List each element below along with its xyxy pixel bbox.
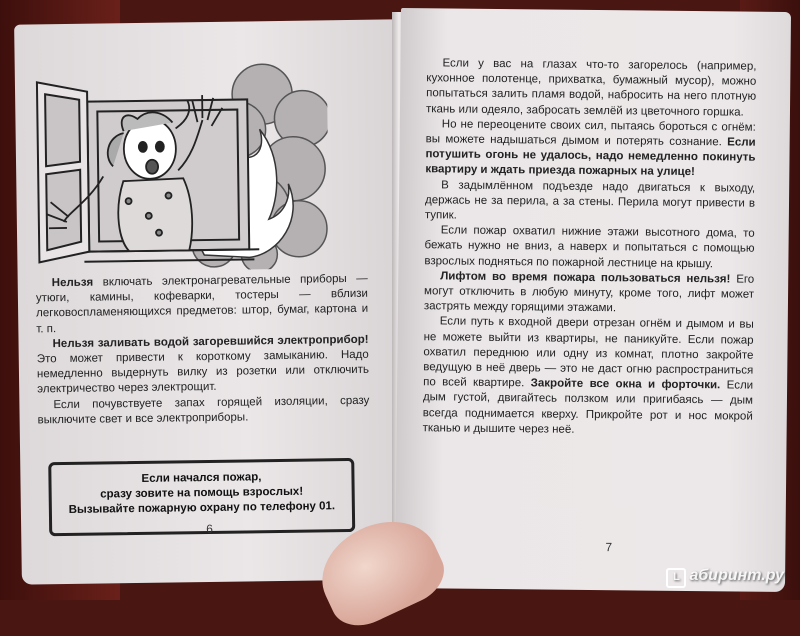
text-run: Если путь к входной двери отрезан огнём и дымом и вы не можете выйти из квартиры, не паникуйте. Если пожар охватил переднюю или одну из комнат, плотно закройте ведущую в неё дверь — это не даст огню распространиться по всей квартире.	[423, 315, 754, 390]
paragraph	[426, 56, 757, 120]
paragraph	[37, 393, 369, 428]
bold-text: Закройте все окна и форточки.	[530, 377, 721, 392]
notice-line-3: Вызывайте пожарную охрану по телефону 01.	[68, 500, 336, 516]
emergency-notice-box	[48, 458, 355, 536]
right-page-text	[423, 56, 757, 440]
text-run: Если дым густой, двигайтесь ползком или пригибаясь — дым всегда поднимается кверху. Прикройте рот и нос мокрой тканью и дышите через неё.	[422, 379, 754, 436]
page-number-left: 6	[206, 521, 213, 537]
paragraph	[424, 223, 754, 272]
bold-text: Лифтом во время пожара пользоваться нельзя!	[440, 270, 731, 286]
bold-text: Нельзя заливать водой загоревшийся электроприбор!	[52, 333, 369, 350]
open-window-sash	[37, 82, 90, 263]
text-run: Его могут отключить в любую минуту, кроме того, лифт может застрять между горящими этажами.	[423, 273, 755, 315]
notice-line-2: сразу зовите на помощь взрослых!	[100, 485, 304, 501]
text-run: включать электронагревательные приборы — утюги, камины, кофеварки, тостеры — вблизи легковоспламеняющихся предметов: штор, бумаг, картона и т. п.	[35, 272, 369, 336]
paragraph	[425, 117, 756, 181]
bold-text: Нельзя	[51, 276, 94, 290]
text-run: Если пожар охватил нижние этажи высотного дома, то бежать нужно не вниз, а наверх и попытаться с помощью взрослых подняться по пожарной лестнице на крышу.	[424, 224, 755, 270]
text-run: Это может привести к короткому замыканию. Надо немедленно выдернуть вилку из розетки или отключить электричество через электрощит.	[36, 348, 370, 396]
left-page-text	[36, 272, 370, 429]
watermark-logo-icon: L	[666, 568, 686, 588]
paragraph	[425, 178, 755, 227]
paragraph	[424, 269, 754, 318]
paragraph	[36, 333, 369, 398]
watermark-text: абиринт.ру	[689, 567, 784, 584]
text-run: Если почувствуете запах горящей изоляции, сразу выключите свет и все электроприборы.	[37, 394, 370, 427]
paragraph	[36, 272, 369, 337]
left-page	[14, 19, 402, 584]
text-run: В задымлённом подъезде надо двигаться к выходу, держась не за перила, а за стены. Перила могут привести в тупик.	[424, 179, 756, 222]
text-run: Если у вас на глазах что-то загорелось (например, кухонное полотенце, прихватка, бумажный мусор), можно попытаться залить пламя водой, набросить на него плотную ткань или одеяло, забросать землёй из цветочного горшка.	[425, 57, 757, 119]
bold-text: Если потушить огонь не удалось, надо немедленно покинуть квартиру и ждать приезда пожарных на улице!	[425, 136, 756, 179]
notice-line-1: Если начался пожар,	[141, 471, 262, 485]
fire-window-illustration	[27, 58, 330, 272]
watermark	[666, 567, 784, 588]
page-number-right: 7	[605, 540, 613, 555]
paragraph	[423, 315, 754, 440]
text-run: Но не переоцените своих сил, пытаясь бороться с огнём: вы можете надышаться дымом и потерять сознание.	[425, 118, 756, 149]
right-page	[395, 8, 791, 592]
